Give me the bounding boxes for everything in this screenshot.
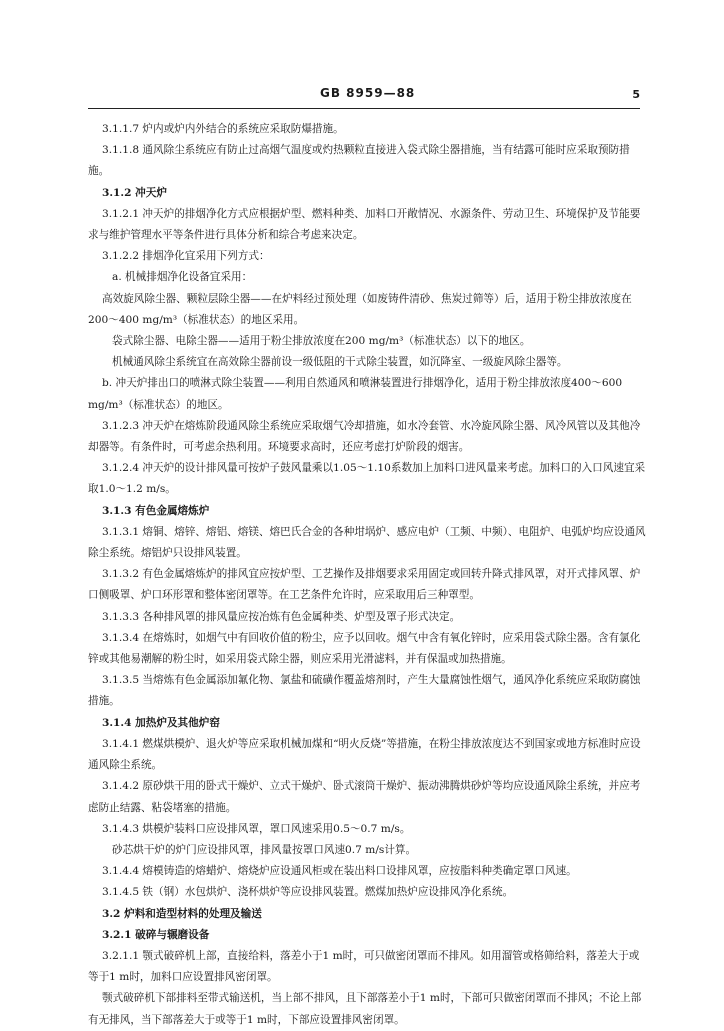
item-a-system: 机械通风除尘系统宜在高效除尘器前设一级低阻的干式除尘装置，如沉降室、一级旋风除尘器等。 — [112, 356, 568, 369]
section-3-2-heading: 3.2 炉料和造型材料的处理及输送 — [102, 907, 262, 920]
clause-3-2-1-1-cont: 颚式破碎机下部排料至带式输送机，当上部不排风，且下部落差小于1 m时，下部可只做密闭罩而不排风；不论上部有无排风，当下部落差大于或等于1 m时，下部应设置排风密闭罩。 — [88, 992, 642, 1026]
clause-3-1-4-4: 3.1.4.4 熔模铸造的熔蜡炉、熔烧炉应设通风柜或在装出料口设排风罩，应按脂料种类确定罩口风速。 — [102, 865, 577, 878]
clause-3-1-2-1: 3.1.2.1 冲天炉的排烟净化方式应根据炉型、燃料种类、加料口开敞情况、水源条件、劳动卫生、环境保护及节能要求与维护管理水平等条件进行具体分析和综合考虑来决定。 — [88, 207, 641, 242]
section-3-1-2-heading: 3.1.2 冲天炉 — [102, 186, 167, 199]
clause-3-1-3-5: 3.1.3.5 当熔炼有色金属添加氟化物、氯盐和硫磺作覆盖熔剂时，产生大量腐蚀性烟气，通风净化系统应采取防腐蚀措施。 — [88, 674, 641, 708]
section-3-2-1-heading: 3.2.1 破碎与辗磨设备 — [102, 928, 210, 941]
clause-3-1-2-2: 3.1.2.2 排烟净化宜采用下列方式： — [102, 250, 270, 263]
item-a: a. 机械排烟净化设备宜采用： — [112, 271, 253, 284]
clause-3-1-3-2: 3.1.3.2 有色金属熔炼炉的排风宜应按炉型、工艺操作及排烟要求采用固定或回转升降式排风罩，对开式排风罩、炉口侧吸罩、炉口环形罩和整体密闭罩等。在工艺条件允许时，应采取用后三种罩型。 — [88, 568, 641, 602]
clause-3-1-3-3: 3.1.3.3 各种排风罩的排风量应按冶炼有色金属种类、炉型及罩子形式决定。 — [102, 610, 461, 623]
section-3-1-4-heading: 3.1.4 加热炉及其他炉窑 — [102, 716, 220, 729]
standard-code: GB 8959—88 — [320, 86, 416, 100]
clause-3-1-4-5: 3.1.4.5 铁（钢）水包烘炉、浇杯烘炉等应设排风装置。燃煤加热炉应设排风净化系统。 — [102, 886, 514, 899]
clause-3-2-1-1: 3.2.1.1 颚式破碎机上部，直接给料，落差小于1 m时，可只做密闭罩而不排风。如用溜管或格筛给料，落差大于或等于1 m时，加料口应设置排风密闭罩。 — [88, 949, 640, 984]
clause-3-1-2-4: 3.1.2.4 冲天炉的设计排风量可按炉子鼓风量乘以1.05～1.10系数加上加料口进风量来考虑。加料口的入口风速宜采取1.0～1.2 m/s。 — [88, 462, 646, 496]
clause-3-1-4-2: 3.1.4.2 原砂烘干用的卧式干燥炉、立式干燥炉、卧式滚筒干燥炉、振动沸腾烘砂炉等均应设通风除尘系统，并应考虑防止结露、粘袋堵塞的措施。 — [88, 780, 641, 814]
clause-3-1-4-1: 3.1.4.1 燃煤烘模炉、退火炉等应采取机械加煤和“明火反烧”等措施，在粉尘排放浓度达不到国家或地方标准时应设通风除尘系统。 — [88, 737, 641, 772]
section-3-1-3-heading: 3.1.3 有色金属熔炼炉 — [102, 504, 210, 517]
item-a-cyclone: 高效旋风除尘器、颗粒层除尘器——在炉料经过预处理（如废铸件清砂、焦炭过筛等）后，适用于粉尘排放浓度在200～400 mg/m³（标准状态）的地区采用。 — [88, 292, 632, 326]
header-rule — [88, 108, 640, 109]
clause-3-1-1-8: 3.1.1.8 通风除尘系统应有防止过高烟气温度或灼热颗粒直接进入袋式除尘器措施，当有结露可能时应采取预防措施。 — [88, 144, 630, 178]
item-b: b. 冲天炉排出口的喷淋式除尘装置——利用自然通风和喷淋装置进行排烟净化，适用于粉尘排放浓度400～600 mg/m³（标准状态）的地区。 — [88, 377, 623, 411]
page-number: 5 — [632, 88, 640, 101]
clause-3-1-3-4: 3.1.3.4 在熔炼时，如烟气中有回收价值的粉尘，应予以回收。烟气中含有氧化锌时，应采用袋式除尘器。含有氯化锌或其他易潮解的粉尘时，如采用袋式除尘器，则应采用光滑滤料，并有保温或加热措施。 — [88, 631, 641, 666]
clause-3-1-4-3: 3.1.4.3 烘模炉装料口应设排风罩，罩口风速采用0.5～0.7 m/s。 — [102, 822, 411, 835]
clause-3-1-2-3: 3.1.2.3 冲天炉在熔炼阶段通风除尘系统应采取烟气冷却措施，如水冷套管、水冷旋风除尘器、风冷风管以及其他冷却器等。有条件时，可考虑余热利用。环境要求高时，还应考虑打炉阶段的烟害。 — [88, 419, 641, 454]
page-header — [88, 86, 640, 110]
clause-3-1-3-1: 3.1.3.1 熔铜、熔锌、熔铝、熔镁、熔巴氏合金的各种坩埚炉、感应电炉（工频、中频）、电阻炉、电弧炉均应设通风除尘系统。熔铝炉只设排风装置。 — [88, 525, 646, 560]
document-body — [88, 119, 648, 1031]
clause-3-1-1-7: 3.1.1.7 炉内或炉内外结合的系统应采取防爆措施。 — [102, 123, 344, 135]
clause-3-1-4-3-cont: 砂芯烘干炉的炉门应设排风罩，排风量按罩口风速0.7 m/s计算。 — [112, 843, 417, 856]
item-a-bag-filter: 袋式除尘器、电除尘器——适用于粉尘排放浓度在200 mg/m³（标准状态）以下的地区。 — [112, 335, 531, 348]
